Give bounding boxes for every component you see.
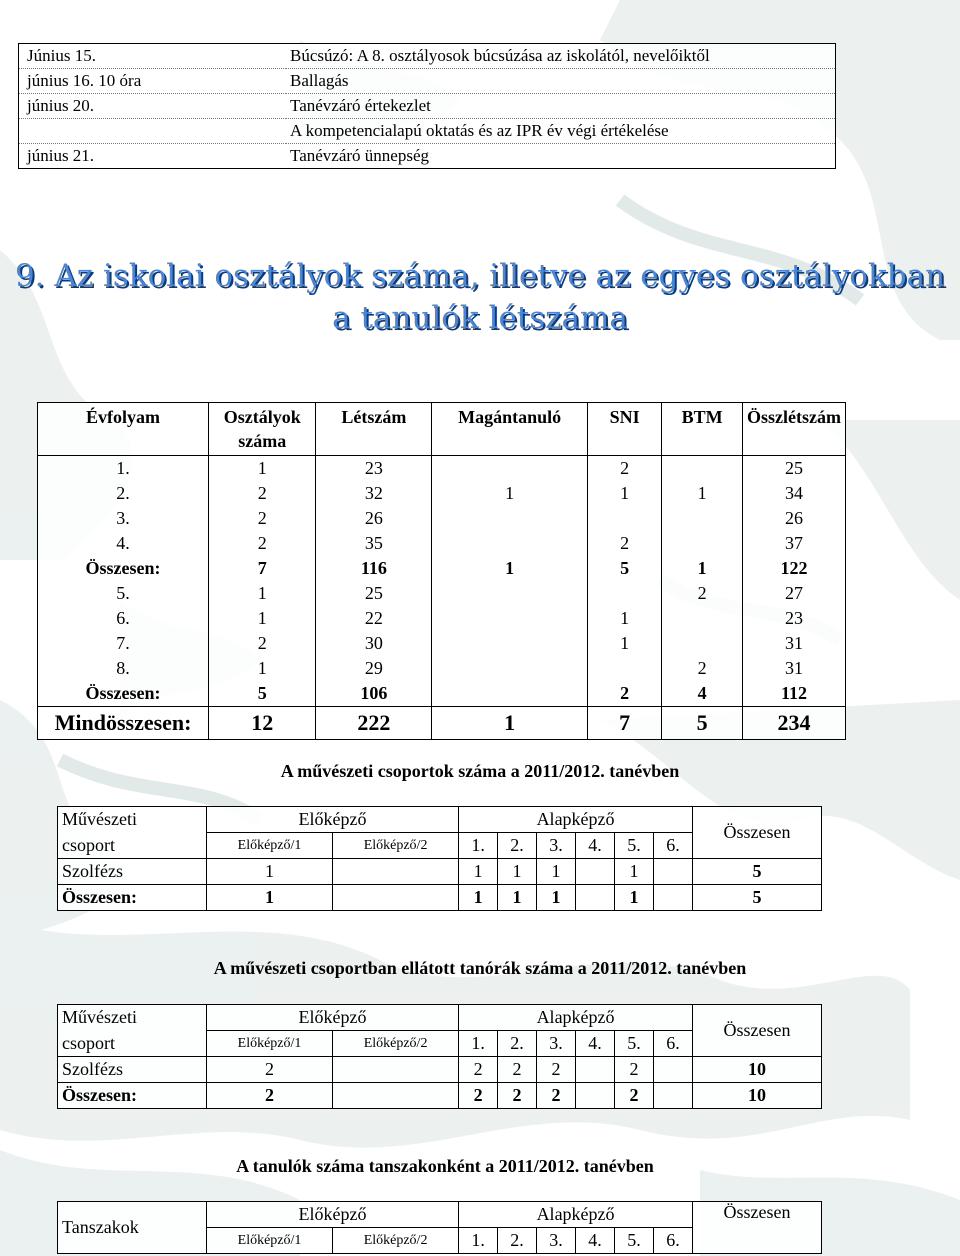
- class-table-cell: [432, 506, 588, 531]
- art-table-cell: Összesen:: [58, 1083, 207, 1109]
- class-table-cell: 2: [209, 481, 316, 506]
- art-label-l1: Művészeti: [58, 807, 207, 833]
- class-table-cell: 2: [587, 531, 661, 556]
- class-table-cell: 1: [432, 481, 588, 506]
- art-table-cell: 2: [614, 1083, 653, 1109]
- art-table-row: [58, 1083, 822, 1109]
- class-table-cell: 26: [316, 506, 432, 531]
- schedule-event: Tanévzáró ünnepség: [290, 146, 429, 165]
- header-magantanulo: Magántanuló: [432, 403, 588, 456]
- art-table-cell: 2: [207, 1083, 333, 1109]
- section-heading-line1: 9. Az iskolai osztályok száma, illetve az egyes osztályokban: [14, 258, 946, 294]
- header-sni: SNI: [587, 403, 661, 456]
- art-table-cell: 2: [207, 1057, 333, 1083]
- schedule-date: [19, 119, 287, 144]
- class-table-cell: [662, 606, 743, 631]
- class-table-cell: [432, 631, 588, 656]
- class-table-cell: 1: [432, 707, 588, 740]
- class-table-cell: 1: [587, 631, 661, 656]
- art-table-cell: [576, 1057, 615, 1083]
- art-groups-title: A művészeti csoportok száma a 2011/2012. tanévben: [280, 761, 680, 781]
- art-lessons-table: [57, 1004, 822, 1109]
- class-table-cell: 7: [587, 707, 661, 740]
- art-table-cell: 1: [207, 859, 333, 885]
- class-table-cell: 34: [785, 483, 803, 503]
- class-table-cell: 2.: [38, 481, 209, 506]
- class-table-cell: [662, 531, 743, 556]
- art-eloképző-header: Előképző: [207, 807, 459, 833]
- class-table-cell: Összesen:: [38, 681, 209, 707]
- schedule-row: [19, 144, 836, 169]
- class-table-cell: 35: [316, 531, 432, 556]
- class-table-cell: 4.: [38, 531, 209, 556]
- art-table-cell: 1: [614, 859, 653, 885]
- students-sub-header: 2.: [498, 1228, 537, 1254]
- art-table-cell: [333, 885, 459, 911]
- header-osztalyok-line1: Osztályok: [223, 407, 301, 427]
- class-table-cell: 2: [209, 506, 316, 531]
- class-table-cell: 5.: [38, 581, 209, 606]
- art-table-cell: 2: [498, 1083, 537, 1109]
- class-table-cell: 2: [587, 456, 661, 482]
- class-table-cell: 1: [209, 581, 316, 606]
- art-osszesen-header: Összesen: [693, 807, 822, 859]
- class-table-cell: 23: [785, 608, 803, 628]
- schedule-table: [18, 43, 836, 169]
- class-table-cell: 1.: [38, 456, 209, 482]
- class-table-cell: 1: [587, 481, 661, 506]
- art-table-cell: 1: [498, 885, 537, 911]
- art-label-l2: csoport: [58, 1031, 207, 1057]
- class-table-cell: 5: [587, 556, 661, 581]
- class-table-cell: [432, 531, 588, 556]
- art-table-cell: [653, 1057, 692, 1083]
- header-osztalyok-line2: száma: [238, 431, 287, 451]
- schedule-date: június 21.: [27, 146, 95, 165]
- class-table-cell: 22: [316, 606, 432, 631]
- art-table-cell: [653, 1083, 692, 1109]
- class-table-cell: 234: [743, 707, 846, 740]
- art-groups-header-1: [58, 807, 822, 833]
- art-table-cell: 5: [693, 885, 822, 911]
- class-table-cell: [662, 631, 743, 656]
- art-sub-header: Előképző/2: [333, 833, 459, 859]
- class-table-row: [38, 581, 846, 606]
- class-table-cell: 12: [209, 707, 316, 740]
- art-table-cell: 2: [537, 1057, 576, 1083]
- art-eloképző-header: Előképző: [207, 1005, 459, 1031]
- class-table-cell: 2: [209, 631, 316, 656]
- art-sub-header: 3.: [537, 833, 576, 859]
- art-sub-header: 6.: [653, 833, 692, 859]
- art-sub-header: 5.: [614, 1031, 653, 1057]
- schedule-row: [19, 69, 836, 94]
- students-sub-header: 5.: [614, 1228, 653, 1254]
- students-osszesen-cell: [693, 1228, 822, 1254]
- class-table-row: [38, 631, 846, 656]
- art-table-cell: Összesen:: [58, 885, 207, 911]
- art-table-cell: [576, 1083, 615, 1109]
- art-table-row: [58, 859, 822, 885]
- art-sub-header: 1.: [459, 833, 498, 859]
- schedule-row: [19, 44, 836, 69]
- class-table-cell: [432, 606, 588, 631]
- class-table-row: [38, 681, 846, 707]
- header-osszletszam: Összlétszám: [743, 403, 846, 456]
- art-table-cell: [333, 1057, 459, 1083]
- art-osszesen-header: Összesen: [693, 1005, 822, 1057]
- class-table-cell: 30: [316, 631, 432, 656]
- art-table-cell: 1: [537, 885, 576, 911]
- art-table-cell: 10: [693, 1057, 822, 1083]
- schedule-row: [19, 94, 836, 119]
- class-table-cell: 5: [209, 681, 316, 707]
- art-table-cell: [333, 859, 459, 885]
- students-sub-header: 4.: [576, 1228, 615, 1254]
- schedule-event: A kompetencialapú oktatás és az IPR év végi értékelése: [286, 119, 836, 144]
- class-table-cell: 112: [781, 683, 808, 703]
- class-table-cell: [432, 456, 588, 482]
- class-table-cell: 1: [662, 556, 743, 581]
- class-table-cell: [662, 506, 743, 531]
- class-table-row: [38, 456, 846, 482]
- class-table-row: [38, 556, 846, 581]
- students-sub-header: 3.: [537, 1228, 576, 1254]
- schedule-event: Búcsúzó: A 8. osztályosok búcsúzása az iskolától, nevelőiktől: [286, 44, 836, 69]
- art-table-cell: 2: [498, 1057, 537, 1083]
- art-sub-header: 4.: [576, 833, 615, 859]
- art-table-cell: 1: [614, 885, 653, 911]
- art-sub-header: Előképző/1: [207, 833, 333, 859]
- schedule-event: Ballagás: [286, 69, 836, 94]
- class-table-cell: 2: [662, 581, 743, 606]
- class-table-cell: 122: [780, 558, 808, 578]
- class-table-cell: 7.: [38, 631, 209, 656]
- class-table-cell: [662, 456, 743, 482]
- class-table-cell: 32: [316, 481, 432, 506]
- class-table-cell: 31: [785, 658, 803, 678]
- class-table-cell: 25: [316, 581, 432, 606]
- class-table-cell: 1: [587, 606, 661, 631]
- class-table-cell: 1: [432, 556, 588, 581]
- class-table: [37, 402, 846, 740]
- class-table-cell: 8.: [38, 656, 209, 681]
- students-alapképző-header: Alapképző: [459, 1202, 693, 1228]
- art-table-cell: 1: [207, 885, 333, 911]
- art-table-cell: Szolfézs: [58, 859, 207, 885]
- art-table-cell: 2: [459, 1083, 498, 1109]
- section-heading-line2: a tanulók létszáma: [332, 300, 628, 336]
- header-letszam: Létszám: [316, 403, 432, 456]
- art-table-cell: [576, 859, 615, 885]
- class-table-cell: [432, 656, 588, 681]
- schedule-date: június 20.: [19, 94, 287, 119]
- schedule-event: Tanévzáró értekezlet: [286, 94, 836, 119]
- art-table-cell: [333, 1083, 459, 1109]
- art-label-l1: Művészeti: [58, 1005, 207, 1031]
- header-evfolyam: Évfolyam: [38, 403, 209, 456]
- class-table-row: [38, 707, 846, 740]
- art-sub-header: 6.: [653, 1031, 692, 1057]
- art-sub-header: 5.: [614, 833, 653, 859]
- art-sub-header: 4.: [576, 1031, 615, 1057]
- class-table-cell: 26: [785, 508, 803, 528]
- art-table-cell: 1: [498, 859, 537, 885]
- art-table-cell: 1: [537, 859, 576, 885]
- class-table-cell: [432, 581, 588, 606]
- art-table-cell: 5: [693, 859, 822, 885]
- students-osszesen-header: Összesen: [693, 1202, 822, 1228]
- students-sub-header: Előképző/1: [207, 1228, 333, 1254]
- class-table-cell: [432, 681, 588, 707]
- class-table-row: [38, 606, 846, 631]
- students-sub-header: 1.: [459, 1228, 498, 1254]
- header-osztalyok: [209, 403, 316, 456]
- class-table-cell: 6.: [38, 606, 209, 631]
- class-table-row: [38, 531, 846, 556]
- class-table-cell: 1: [662, 481, 743, 506]
- art-table-cell: 2: [459, 1057, 498, 1083]
- class-table-cell: 37: [785, 533, 803, 553]
- art-table-cell: [653, 859, 692, 885]
- art-table-cell: 2: [614, 1057, 653, 1083]
- art-table-row: [58, 1057, 822, 1083]
- class-table-cell: 5: [662, 707, 743, 740]
- schedule-row: [19, 119, 836, 144]
- art-table-cell: [653, 885, 692, 911]
- class-table-cell: 27: [785, 583, 803, 603]
- art-groups-table: [57, 806, 822, 911]
- class-table-cell: 116: [316, 556, 432, 581]
- students-sub-header: 6.: [653, 1228, 692, 1254]
- students-sub-header: Előképző/2: [333, 1228, 459, 1254]
- class-table-cell: 25: [785, 458, 803, 478]
- art-lessons-title: A művészeti csoportban ellátott tanórák száma a 2011/2012. tanévben: [213, 958, 747, 978]
- art-alapképző-header: Alapképző: [459, 1005, 693, 1031]
- students-table: [57, 1201, 822, 1254]
- art-table-cell: 10: [693, 1083, 822, 1109]
- class-table-cell: 7: [209, 556, 316, 581]
- class-table-cell: [587, 581, 661, 606]
- class-table-cell: 1: [209, 456, 316, 482]
- class-table-cell: 4: [662, 681, 743, 707]
- class-table-cell: 31: [785, 633, 803, 653]
- art-alapképző-header: Alapképző: [459, 807, 693, 833]
- header-btm: BTM: [662, 403, 743, 456]
- class-table-cell: [587, 506, 661, 531]
- class-table-cell: 106: [316, 681, 432, 707]
- class-table-cell: 3.: [38, 506, 209, 531]
- class-table-cell: [587, 656, 661, 681]
- art-sub-header: 2.: [498, 833, 537, 859]
- art-sub-header: 3.: [537, 1031, 576, 1057]
- students-title: A tanulók száma tanszakonként a 2011/2012. tanévben: [236, 1156, 654, 1176]
- class-table-cell: 1: [209, 656, 316, 681]
- art-lessons-header-1: [58, 1005, 822, 1031]
- class-table-header: [38, 403, 846, 456]
- class-table-cell: 23: [316, 456, 432, 482]
- art-table-cell: [576, 885, 615, 911]
- class-table-cell: Mindösszesen:: [38, 707, 209, 740]
- art-table-cell: 1: [459, 859, 498, 885]
- schedule-date: június 16. 10 óra: [19, 69, 287, 94]
- class-table-cell: 29: [316, 656, 432, 681]
- class-table-cell: 222: [316, 707, 432, 740]
- art-table-cell: 1: [459, 885, 498, 911]
- art-sub-header: Előképző/2: [333, 1031, 459, 1057]
- class-table-cell: 2: [587, 681, 661, 707]
- class-table-cell: 2: [662, 656, 743, 681]
- class-table-cell: Összesen:: [38, 556, 209, 581]
- art-sub-header: Előképző/1: [207, 1031, 333, 1057]
- art-table-cell: Szolfézs: [58, 1057, 207, 1083]
- class-table-cell: 2: [209, 531, 316, 556]
- art-table-cell: 2: [537, 1083, 576, 1109]
- class-table-row: [38, 481, 846, 506]
- art-label-l2: csoport: [58, 833, 207, 859]
- schedule-date: Június 15.: [19, 44, 287, 69]
- students-label: Tanszakok: [58, 1202, 207, 1254]
- class-table-cell: 1: [209, 606, 316, 631]
- art-table-row: [58, 885, 822, 911]
- students-header-1: [58, 1202, 822, 1228]
- art-sub-header: 1.: [459, 1031, 498, 1057]
- art-sub-header: 2.: [498, 1031, 537, 1057]
- class-table-row: [38, 506, 846, 531]
- class-table-row: [38, 656, 846, 681]
- students-eloképző-header: Előképző: [207, 1202, 459, 1228]
